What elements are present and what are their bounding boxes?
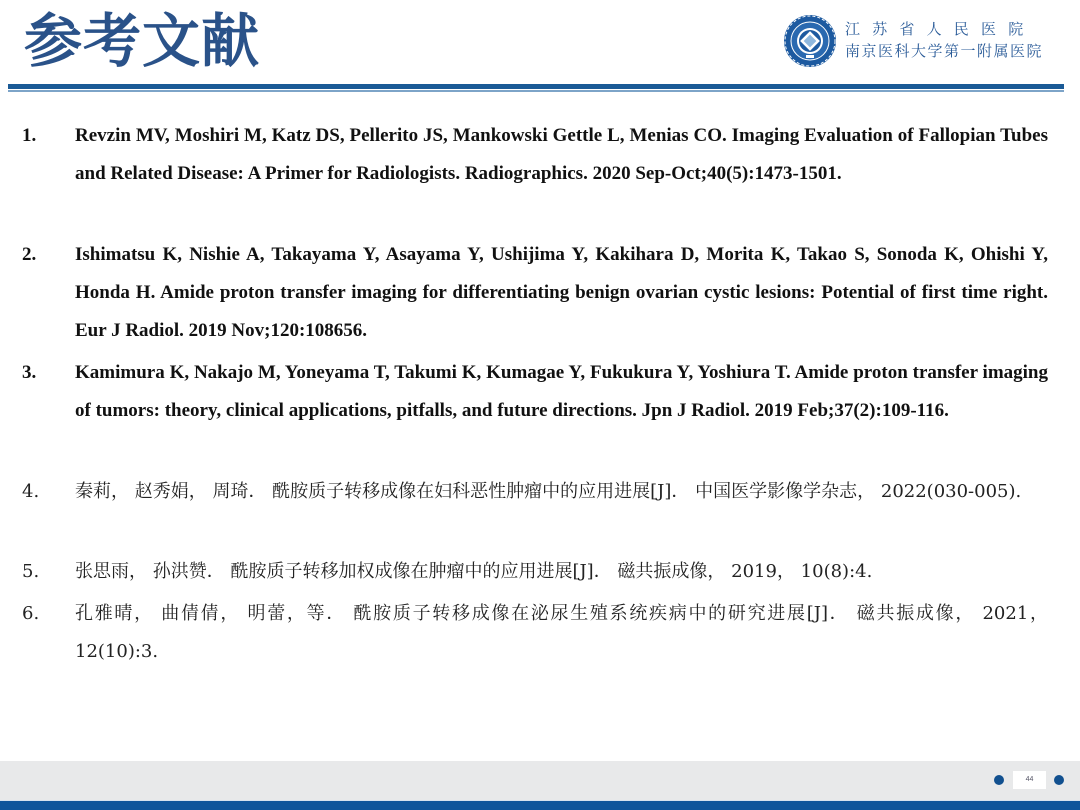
reference-number: 2.: [22, 244, 37, 265]
bullet-dot-icon: [1054, 775, 1064, 785]
header-divider-thin: [8, 90, 1064, 92]
footer-band: [0, 761, 1080, 802]
page-title: 参考文献: [24, 7, 261, 75]
bullet-dot-icon: [994, 775, 1004, 785]
hospital-name-line2: 南京医科大学第一附属医院: [845, 42, 1044, 60]
reference-text: Kamimura K, Nakajo M, Yoneyama T, Takumi K, Kumagae Y, Fukukura Y, Yoshiura T. Amide proton transfer imaging of tumors: theory, clinical applications, pitfalls, and future directions. Jpn J Radiol. 2019 Feb;37(2):109-116.: [75, 362, 1048, 421]
reference-text: Ishimatsu K, Nishie A, Takayama Y, Asayama Y, Ushijima Y, Kakihara D, Morita K, Takao S, Sonoda K, Ohishi Y, Honda H. Amide proton transfer imaging for differentiating benign ovarian cystic lesions: Potential of first time right. Eur J Radiol. 2019 Nov;120:108656.: [75, 244, 1048, 341]
reference-number: 3.: [22, 362, 37, 383]
hospital-emblem-icon: [783, 14, 837, 68]
page-number: 44: [1013, 771, 1046, 789]
reference-number: 6.: [22, 603, 40, 624]
reference-number: 5.: [22, 561, 40, 582]
header-divider: [8, 84, 1064, 89]
hospital-name: [845, 18, 1043, 62]
reference-number: 1.: [22, 125, 37, 146]
reference-text: 秦莉， 赵秀娟， 周琦． 酰胺质子转移成像在妇科恶性肿瘤中的应用进展[J]． 中国医学影像学杂志， 2022(030-005).: [75, 481, 1022, 502]
reference-text: Revzin MV, Moshiri M, Katz DS, Pellerito JS, Mankowski Gettle L, Menias CO. Imaging Evaluation of Fallopian Tubes and Related Disease: A Primer for Radiologists. Radiographics. 2020 Sep-Oct;40(5):1473-1501.: [75, 125, 1048, 184]
hospital-name-line1: 江苏省人民医院: [845, 20, 1036, 38]
reference-text: 孔雅晴， 曲倩倩， 明蕾，等． 酰胺质子转移成像在泌尿生殖系统疾病中的研究进展[J]． 磁共振成像， 2021， 12(10):3.: [75, 603, 1048, 662]
reference-text: 张思雨， 孙洪赞． 酰胺质子转移加权成像在肿瘤中的应用进展[J]． 磁共振成像， 2019， 10(8):4.: [75, 561, 873, 582]
reference-number: 4.: [22, 481, 40, 502]
footer-bar: [0, 801, 1080, 810]
